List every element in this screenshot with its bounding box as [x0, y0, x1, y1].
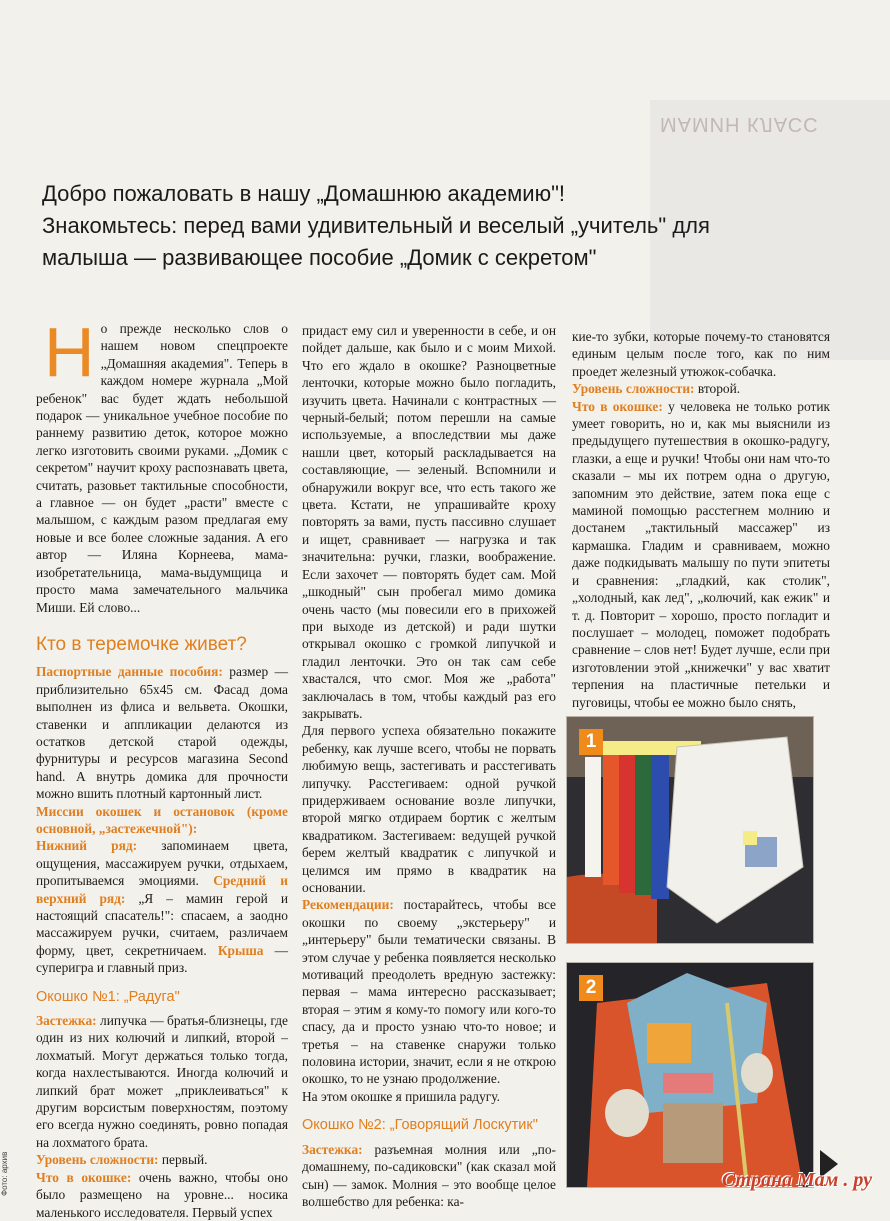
passport-label: Паспортные данные пособия: — [36, 664, 223, 680]
clasp-paragraph: Застежка: липучка — братья-близнецы, где один из них колючий и липкий, второй – лохматый. Могут держаться только тогда, когда нахлестываются. Иногда колючий и липкий брат может „приклеиваться" к другим ворсистым поверхностям, поэтому его всегда нужно соединять, ровно попадая на лохматого брата. — [36, 1013, 288, 1150]
clasp-paragraph: Застежка: разъемная молния или „по-домашнему, по-садиковски" (как сказал мой сын) — замок. Молния – это вообще целое волшебство для ребенка: ка- — [302, 1141, 556, 1209]
recommendations-paragraph: Рекомендации: постарайтесь, чтобы все окошки по своему „экстерьеру" и „интерьеру" были тематически связаны. В этом случае у ребенка появляется несколько мотиваций преодолеть вредную застежку: первая – мама интересно рассказывает; вторая – этим я кому-то помогу или кого-то спасу, да и просто узнаю что-то новое; и третья – на ставенке снаружи только половина истории, значит, если я не открою окошко, то не узнаю продолжение. — [302, 897, 556, 1087]
photo-zipper-window — [566, 962, 814, 1188]
window-content-paragraph: Что в окошке: очень важно, чтобы оно было размещено на уровне... носика маленького исследователя. Первый успех — [36, 1169, 288, 1220]
paragraph: придаст ему сил и уверенности в себе, и он пойдет дальше, как было и с моим Михой. Что его ждало в окошке? Разноцветные ленточки, которые можно было погладить, изучить цвета. Начинали с контрастных — черный-белый; потом перешли на самые используемые, а впоследствии мы даже нашли цвет, который раскладывается на составляющие, — зеленый. Вспомнили и обнаружили вокруг все, что есть такого же цвета. Кстати, не упрашивайте кроху повторять за вами, пусть пассивно слушает и ищет, сравнивает — нагрузка и так значительна: ручки, глазки, воображение. Если захочет — повторять будет сам. Мой „шкодный" сын пробегал мимо домика очень часто (мы повесили его в прихожей при выходе из детской) и ради шутки открывал окошко с громкой липучкой и гладил ленточки. Это он так сам себе хвастался, что смог. Моя же „работа" заключалась в том, чтобы каждый раз его закрывать. — [302, 323, 556, 721]
photo-number-badge: 1 — [579, 729, 603, 755]
paragraph: На этом окошке я пришила радугу. — [302, 1088, 500, 1104]
paragraph: Для первого успеха обязательно покажите ребенку, как лучше всего, чтобы не порвать любимую вещь, застегивать и расстегивать липучку. Расстегиваем: одной ручкой придерживаем основание возле липучки, второй мягко отдираем бортик с желтым квадратиком. Застегиваем: ведущей ручкой берем желтый квадратик с липучкой и целимся им прямо в квадратик на основании. — [302, 723, 556, 895]
section-title: Кто в теремочке живет? — [36, 633, 247, 655]
zipper-illustration — [567, 963, 813, 1187]
text-column-2 — [302, 322, 556, 1210]
window-1-title: Окошко №1: „Радуга" — [36, 988, 180, 1005]
missions-label: Миссии окошек и остановок (кроме основной, „застежечной"): — [36, 803, 288, 836]
level-paragraph: Уровень сложности: второй. — [572, 381, 741, 397]
photo-ribbons-window — [566, 716, 814, 944]
site-watermark: Страна Мам . ру — [721, 1169, 872, 1191]
photo-credit: Фото: архив — [0, 1151, 9, 1196]
headline-line: Добро пожаловать в нашу „Домашнюю академию"! — [42, 181, 565, 206]
lower-row-paragraph: Нижний ряд: запоминаем цвета, ощущения, массажируем ручки, отдыхаем, пропитываемся эмоциями. Средний и верхний ряд: „Я – мамин герой и настоящий спасатель!": спасаем, а заодно массажируем ручки, считаем, различаем форму, цвет, секретничаем. Крыша — суперигра и главный приз. — [36, 838, 288, 976]
photo-number-badge: 2 — [579, 975, 603, 1001]
text-column-3 — [572, 328, 830, 711]
bleed-through-text: МАМИН КЛАСС — [660, 113, 819, 135]
window-2-title: Окошко №2: „Говорящий Лоскутик" — [302, 1117, 538, 1134]
article-headline — [42, 178, 842, 274]
headline-line: Знакомьтесь: перед вами удивительный и веселый „учитель" для — [42, 213, 710, 238]
level-paragraph: Уровень сложности: первый. — [36, 1152, 208, 1168]
middle-row-label: Средний и верхний ряд: — [36, 873, 288, 906]
drop-cap: Н — [44, 313, 95, 391]
window-content-paragraph: Что в окошке: у человека не только ротик умеет говорить, но и, как мы выяснили из предыдущего путешествия в окошко-радугу, глазки, а еще и ручки! Чтобы они нам что-то сказали – мы их потрем одна о другую, запомним это действие, затем пока еще с маминой помощью расстегнем молнию и достанем „тактильный массажер" из кармашка. Гладим и сравниваем, можно даже подкидывать малышу по пути эпитеты и сравнения: „гладкий, как столик", „холодный, как лед", „колючий, как ежик" и т. д. Повторит – хорошо, просто погладит и послушает – молодец, поможет подобрать сравнение – слов нет! Будет лучше, если при изготовлении этой „книжечки" у вас хватит терпения на пластичные петельки и пуговицы, чтобы ее можно было снять, — [572, 398, 830, 710]
roof-label: Крыша — [217, 942, 264, 958]
paragraph: кие-то зубки, которые почему-то становятся единым целым после того, как по ним проедет железный утюжок-собачка. — [572, 329, 830, 379]
headline-line: малыша — развивающее пособие „Домик с секретом" — [42, 245, 597, 270]
text-column-1 — [36, 313, 288, 1221]
intro-paragraph: Но прежде несколько слов о нашем новом спецпроекте „Домашняя академия". Теперь в каждом номере журнала „Мой ребенок" вас будет ждать небольшой подарок — уникальное учебное пособие по раннему развитию деток, которое можно легко изготовить своими руками. „Домик с секретом" научит кроху распознавать цвета, считать, разовьет тактильные способности, а главное — он будет „расти" вместе с малышом, с каждым разом предлагая ему новые и все более сложные задания. А его автор — Иляна Корнеева, мама-изобретательница, мама-выдумщица и просто мама замечательного мальчика Миши. Ей слово... — [36, 313, 288, 615]
passport-paragraph: Паспортные данные пособия: размер — приблизительно 65х45 см. Фасад дома выполнен из флиса и вельвета. Окошки, ставенки и аппликации делаются из остатков детской старой одежды, фурнитуры и ресурсов магазина Second hand. А внутрь домика для прочности можно вшить плотный картонный лист. — [36, 664, 288, 802]
ribbons-illustration — [567, 717, 813, 943]
